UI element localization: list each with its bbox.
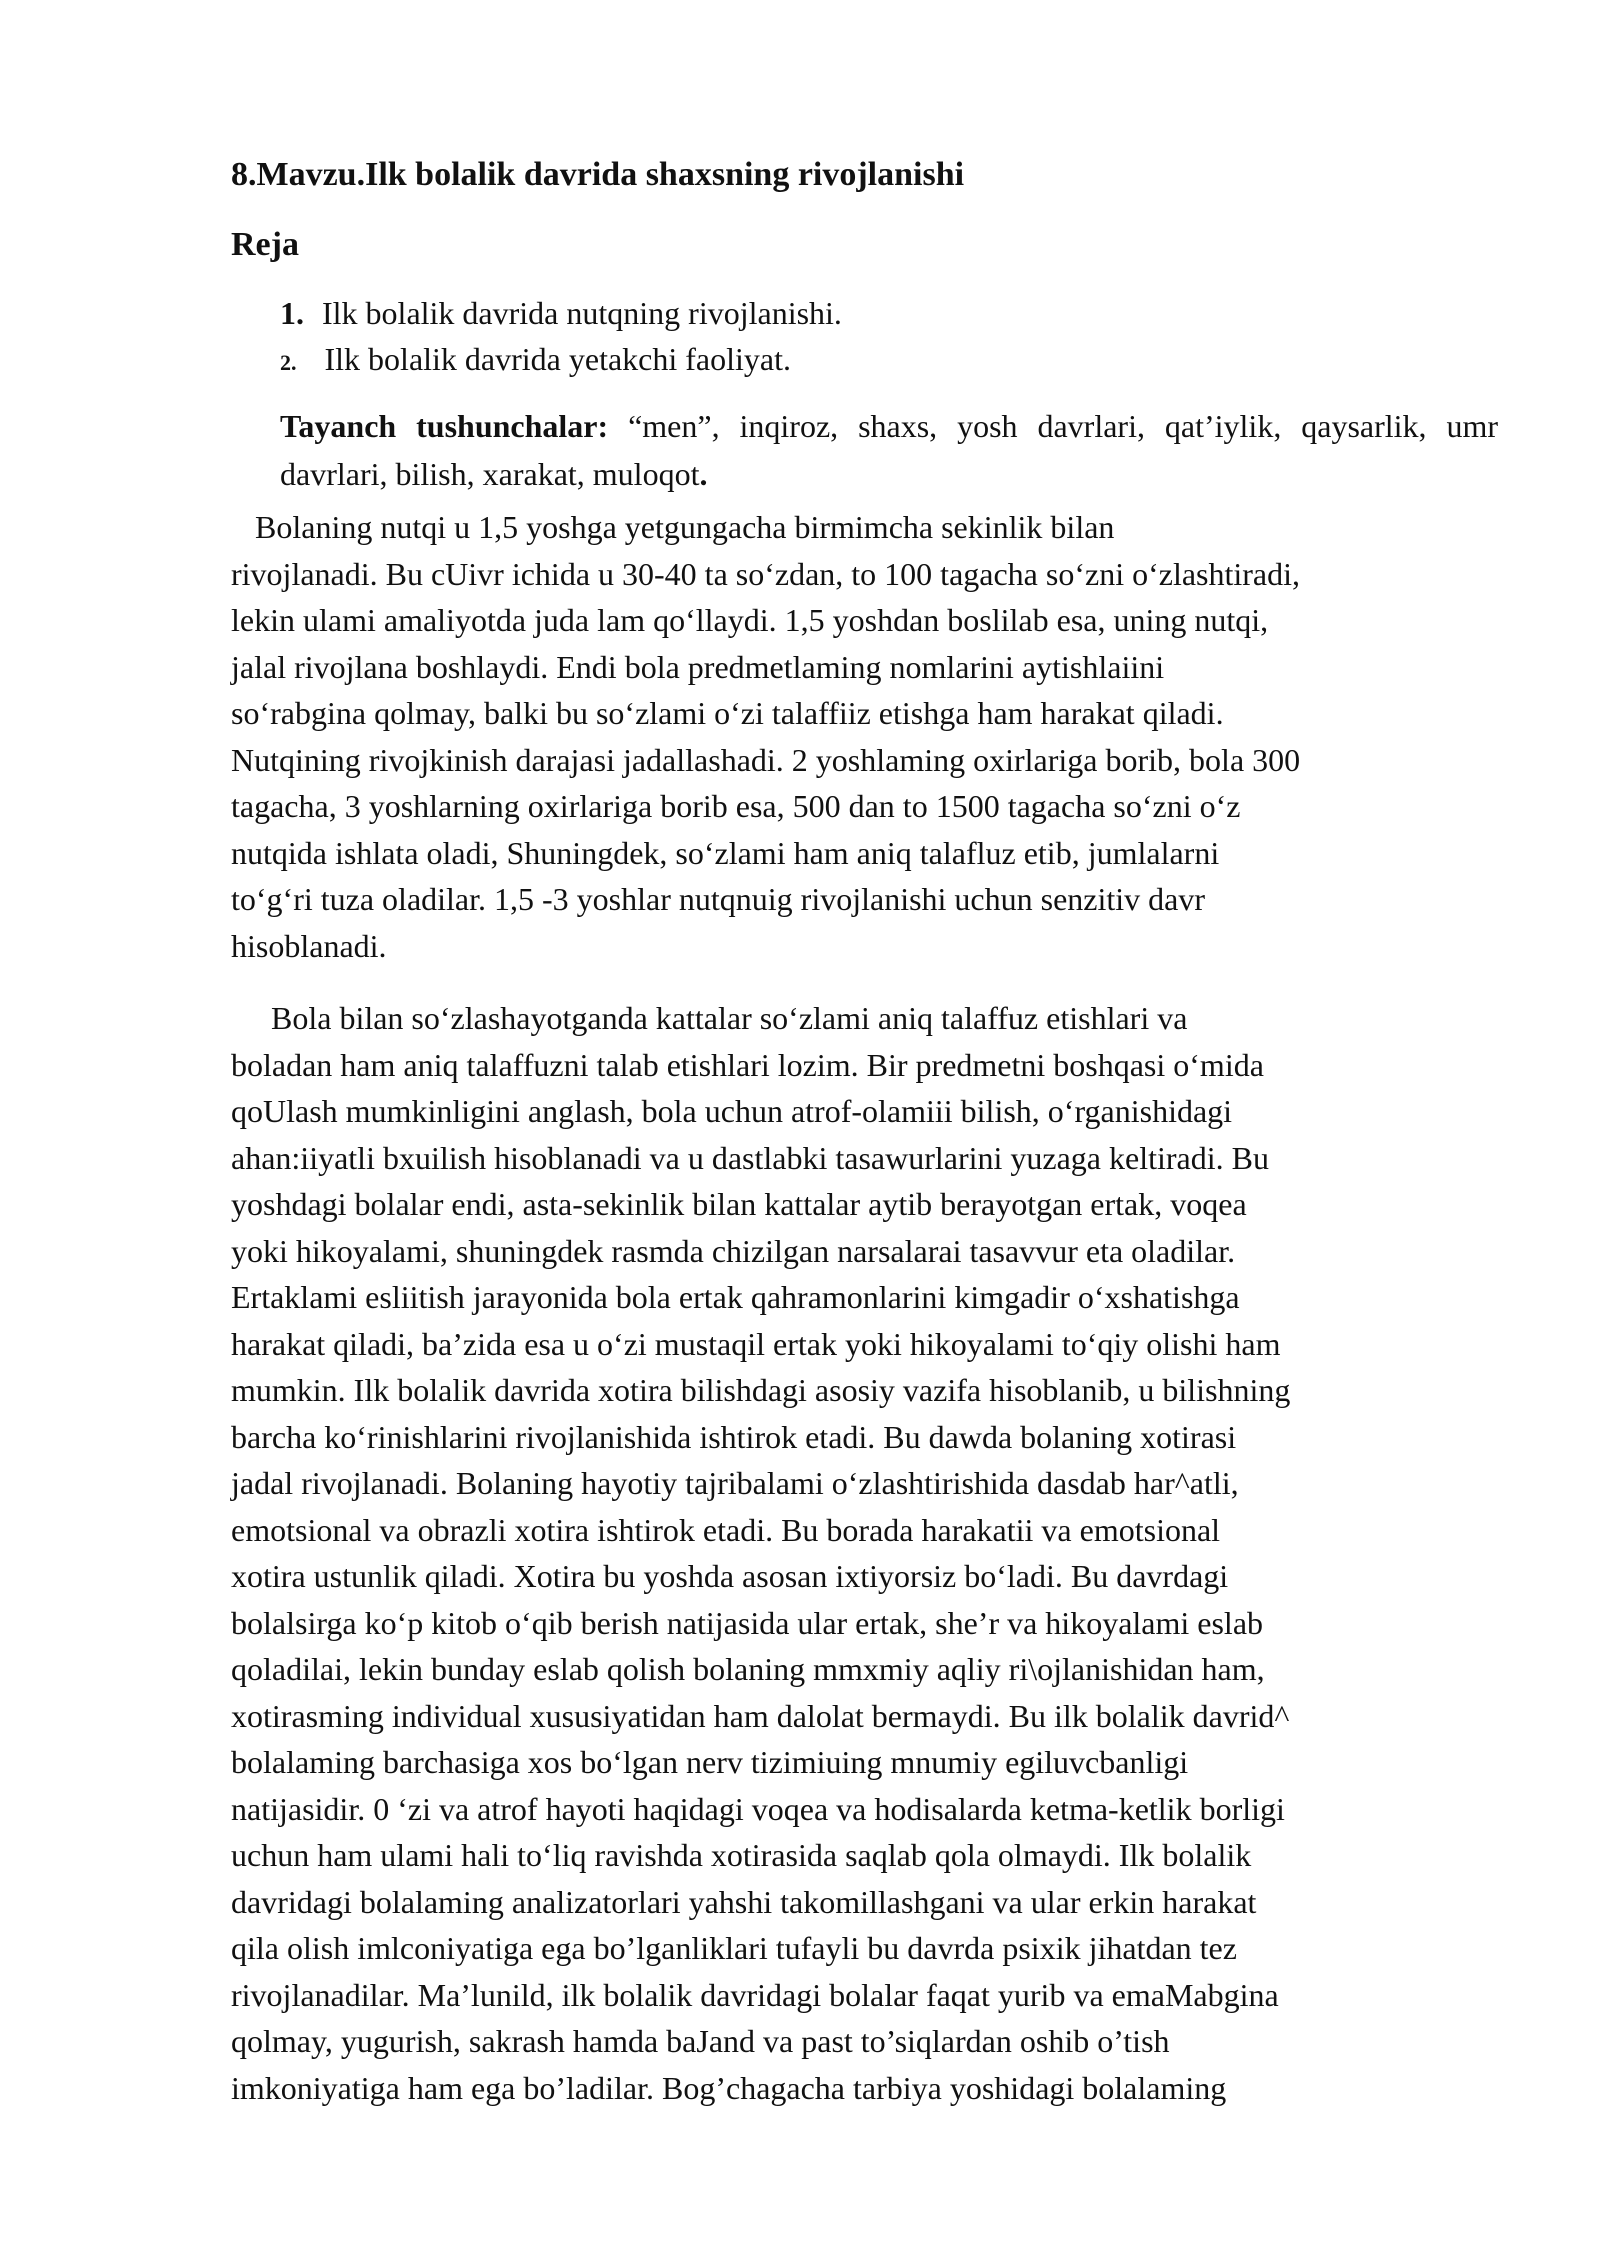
text-line: jadal rivojlanadi. Bolaning hayotiy tajribalami o‘zlashtirishida dasdab har^atli,: [231, 1465, 1239, 1501]
text-line: imkoniyatiga ham ega bo’ladilar. Bog’chagacha tarbiya yoshidagi bolalaming: [231, 2069, 1227, 2106]
plan-item: [280, 336, 842, 386]
text-line: bolalsirga ko‘p kitob o‘qib berish natijasida ular ertak, she’r va hikoyalami eslab: [231, 1604, 1264, 1641]
text-line: xotirasming individual xususiyatidan ham dalolat bermaydi. Bu ilk bolalik davrid^: [231, 1697, 1290, 1734]
text-line: xotira ustunlik qiladi. Xotira bu yoshda asosan ixtiyorsiz bo‘ladi. Bu davrdagi: [231, 1558, 1229, 1594]
plan-heading: Reja: [231, 226, 299, 263]
plan-item-text: Ilk bolalik davrida nutqning rivojlanishi.: [322, 295, 842, 331]
text-line: so‘rabgina qolmay, balki bu so‘zlami o‘zi talaffiiz etishga ham harakat qiladi.: [231, 695, 1224, 731]
paragraph-2: [231, 995, 1541, 2111]
text-line: davridagi bolalaming analizatorlari yahshi takomillashgani va ular erkin harakat: [231, 1883, 1257, 1920]
key-concepts-label: Tayanch tushunchalar:: [280, 408, 609, 444]
text-line: qolmay, yugurish, sakrash hamda baJand va past to’siqlardan oshib o’tish: [231, 2023, 1170, 2059]
text-line: harakat qiladi, ba’zida esa u o‘zi mustaqil ertak yoki hikoyalami to‘qiy olishi ham: [231, 1325, 1281, 1362]
text-line: barcha ko‘rinishlarini rivojlanishida ishtirok etadi. Bu dawda bolaning xotirasi: [231, 1418, 1237, 1455]
text-line: ahan:iiyatli bxuilish hisoblanadi va u dastlabki tasawurlarini yuzaga keltiradi. Bu: [231, 1139, 1269, 1176]
text-line: uchun ham ulami hali to‘liq ravishda xotirasida saqlab qola olmaydi. Ilk bolalik: [231, 1837, 1252, 1873]
text-line: bolalaming barchasiga xos bo‘lgan nerv tizimiuing mnumiy egiluvcbanligi: [231, 1744, 1189, 1780]
text-line: mumkin. Ilk bolalik davrida xotira bilishdagi asosiy vazifa hisoblanib, u bilishning: [231, 1372, 1291, 1408]
text-line: hisoblanadi.: [231, 927, 387, 964]
page-title: 8.Mavzu.Ilk bolalik davrida shaxsning rivojlanishi: [231, 156, 965, 193]
text-line: emotsional va obrazli xotira ishtirok etadi. Bu borada harakatii va emotsional: [231, 1511, 1221, 1548]
plan-item-text: Ilk bolalik davrida yetakchi faoliyat.: [324, 341, 791, 377]
text-line: yoshdagi bolalar endi, asta-sekinlik bilan kattalar aytib berayotgan ertak, voqea: [231, 1186, 1247, 1222]
plan-item: [280, 290, 842, 336]
key-concepts-text: “men”, inqiroz, shaxs, yosh davrlari, qat’iylik, qaysarlik, umr davrlari, bilish, xarakat, muloqot: [280, 408, 1499, 492]
text-line: rivojlanadilar. Ma’lunild, ilk bolalik davridagi bolalar faqat yurib va emaMabgina: [231, 1976, 1279, 2013]
text-line: qoUlash mumkinligini anglash, bola uchun atrof-olamiii bilish, o‘rganishidagi: [231, 1093, 1233, 1129]
text-line: Bola bilan so‘zlashayotganda kattalar so‘zlami aniq talaffuz etishlari va: [231, 1000, 1188, 1036]
text-line: Nutqining rivojkinish darajasi jadallashadi. 2 yoshlaming oxirlariga borib, bola 300: [231, 741, 1301, 778]
plan-list: [280, 290, 842, 386]
text-line: to‘g‘ri tuza oladilar. 1,5 -3 yoshlar nutqnuig rivojlanishi uchun senzitiv davr: [231, 881, 1206, 917]
plan-item-number: 2.: [280, 350, 297, 375]
paragraph-1: [231, 504, 1541, 969]
text-line: Ertaklami esliitish jarayonida bola ertak qahramonlarini kimgadir o‘xshatishga: [231, 1279, 1240, 1315]
text-line: Bolaning nutqi u 1,5 yoshga yetgungacha birmimcha sekinlik bilan: [231, 509, 1115, 545]
text-line: yoki hikoyalami, shuningdek rasmda chizilgan narsalarai tasavvur eta oladilar.: [231, 1232, 1236, 1269]
text-line: boladan ham aniq talaffuzni talab etishlari lozim. Bir predmetni boshqasi o‘mida: [231, 1046, 1264, 1083]
text-line: rivojlanadi. Bu cUivr ichida u 30-40 ta so‘zdan, to 100 tagacha so‘zni o‘zlashtiradi,: [231, 555, 1301, 592]
text-line: qoladilai, lekin bunday eslab qolish bolaning mmxmiy aqliy ri\ojlanishidan ham,: [231, 1651, 1265, 1687]
text-line: jalal rivojlana boshlaydi. Endi bola predmetlaming nomlarini aytishlaiini: [231, 648, 1165, 685]
text-line: natijasidir. 0 ‘zi va atrof hayoti haqidagi voqea va hodisalarda ketma-ketlik borligi: [231, 1790, 1285, 1827]
key-concepts: [280, 402, 1498, 498]
text-line: tagacha, 3 yoshlarning oxirlariga borib esa, 500 dan to 1500 tagacha so‘zni o‘z: [231, 788, 1241, 824]
text-line: nutqida ishlata oladi, Shuningdek, so‘zlami ham aniq talafluz etib, jumlalarni: [231, 834, 1220, 871]
text-line: qila olish imlconiyatiga ega bo’lganliklari tufayli bu davrda psixik jihatdan tez: [231, 1930, 1237, 1966]
key-concepts-end: .: [699, 456, 708, 492]
text-line: lekin ulami amaliyotda juda lam qo‘llaydi. 1,5 yoshdan boslilab esa, uning nutqi,: [231, 602, 1269, 638]
plan-item-number: 1.: [280, 295, 304, 331]
